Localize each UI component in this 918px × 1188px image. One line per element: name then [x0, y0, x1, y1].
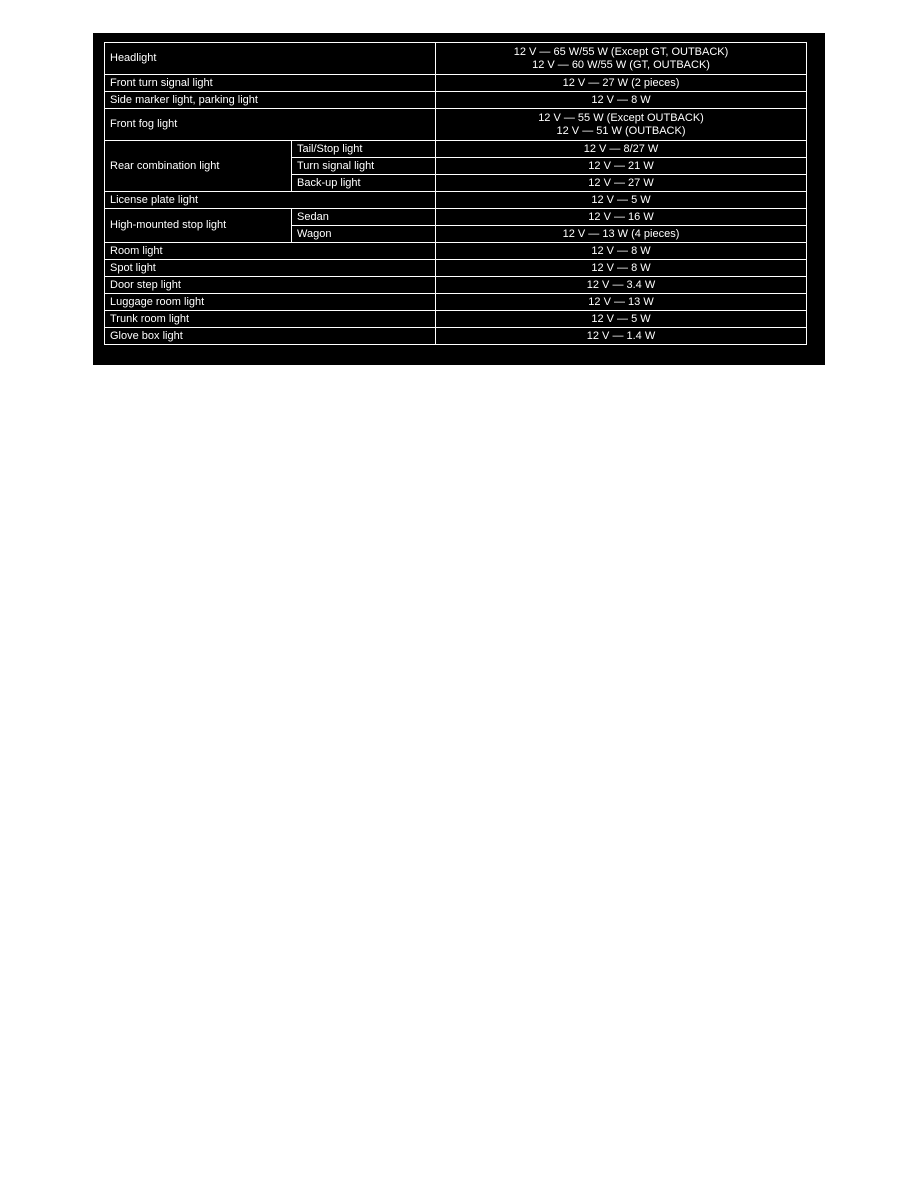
- bulb-spec-table: [104, 42, 807, 345]
- sub-label-tail-stop: Tail/Stop light: [292, 141, 436, 158]
- row-label-room: Room light: [105, 243, 436, 260]
- row-label-trunk-room: Trunk room light: [105, 311, 436, 328]
- row-value-door-step: 12 V — 3.4 W: [436, 277, 807, 294]
- row-label-door-step: Door step light: [105, 277, 436, 294]
- table-row: [105, 141, 807, 158]
- row-value-front-fog: [436, 109, 807, 141]
- row-value-back-up: 12 V — 27 W: [436, 175, 807, 192]
- row-value-luggage-room: 12 V — 13 W: [436, 294, 807, 311]
- sub-label-sedan: Sedan: [292, 209, 436, 226]
- table-row: [105, 75, 807, 92]
- bulb-spec-figure: [93, 33, 825, 365]
- row-value-turn-signal: 12 V — 21 W: [436, 158, 807, 175]
- row-label-front-fog: Front fog light: [105, 109, 436, 141]
- row-value-headlight: [436, 43, 807, 75]
- row-label-rear-combination: Rear combination light: [105, 141, 292, 192]
- table-row: [105, 209, 807, 226]
- row-label-luggage-room: Luggage room light: [105, 294, 436, 311]
- row-value-side-marker: 12 V — 8 W: [436, 92, 807, 109]
- row-label-side-marker: Side marker light, parking light: [105, 92, 436, 109]
- table-row: [105, 243, 807, 260]
- table-row: [105, 92, 807, 109]
- row-label-headlight: Headlight: [105, 43, 436, 75]
- row-label-spot: Spot light: [105, 260, 436, 277]
- row-value-trunk-room: 12 V — 5 W: [436, 311, 807, 328]
- table-row: [105, 277, 807, 294]
- row-value-spot: 12 V — 8 W: [436, 260, 807, 277]
- sub-label-back-up: Back-up light: [292, 175, 436, 192]
- row-label-glove-box: Glove box light: [105, 328, 436, 345]
- value-line: 12 V — 65 W/55 W (Except GT, OUTBACK): [513, 45, 729, 58]
- row-label-high-mounted-stop: High-mounted stop light: [105, 209, 292, 243]
- row-value-license-plate: 12 V — 5 W: [436, 192, 807, 209]
- value-line: 12 V — 55 W (Except OUTBACK): [538, 111, 704, 124]
- table-row: [105, 328, 807, 345]
- table-row: [105, 260, 807, 277]
- row-value-room: 12 V — 8 W: [436, 243, 807, 260]
- sub-label-turn-signal: Turn signal light: [292, 158, 436, 175]
- row-label-license-plate: License plate light: [105, 192, 436, 209]
- value-line: 12 V — 51 W (OUTBACK): [556, 124, 686, 137]
- table-row: [105, 192, 807, 209]
- table-row: [105, 311, 807, 328]
- sub-label-wagon: Wagon: [292, 226, 436, 243]
- row-value-sedan: 12 V — 16 W: [436, 209, 807, 226]
- table-row: [105, 43, 807, 75]
- row-value-tail-stop: 12 V — 8/27 W: [436, 141, 807, 158]
- row-label-front-turn-signal: Front turn signal light: [105, 75, 436, 92]
- table-row: [105, 109, 807, 141]
- row-value-front-turn-signal: 12 V — 27 W (2 pieces): [436, 75, 807, 92]
- row-value-wagon: 12 V — 13 W (4 pieces): [436, 226, 807, 243]
- value-line: 12 V — 60 W/55 W (GT, OUTBACK): [532, 58, 710, 71]
- row-value-glove-box: 12 V — 1.4 W: [436, 328, 807, 345]
- table-row: [105, 294, 807, 311]
